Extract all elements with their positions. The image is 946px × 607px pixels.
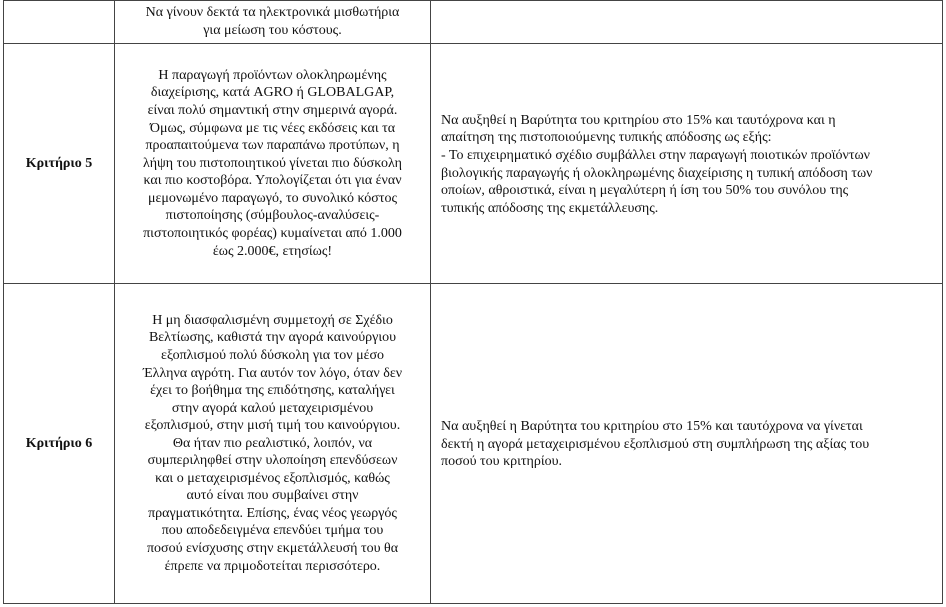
proposal-cell: [431, 1, 943, 44]
text-line: Θα ήταν πιο ρεαλιστικό, λοιπόν, να: [172, 435, 373, 451]
table-row: [4, 284, 943, 604]
text-line: πραγματικότητα. Επίσης, ένας νέος γεωργός: [148, 505, 397, 521]
text-line: και ο μεταχειρισμένος εξοπλισμός, καθώς: [155, 470, 390, 486]
text-line: αυτό είναι που συμβαίνει στην: [186, 488, 359, 504]
text-line: λήψη του πιστοποιητικού γίνεται πιο δύσκολη: [143, 155, 402, 171]
criterion-label: Κριτήριο 6: [25, 435, 93, 451]
comment-cell: [115, 284, 431, 604]
criteria-table: [3, 0, 943, 604]
criterion-label: Κριτήριο 5: [25, 155, 93, 171]
text-line: πιστοποιητικός φορέας) κυμαίνεται από 1.000: [143, 226, 402, 242]
text-line: Η παραγωγή προϊόντων ολοκληρωμένης: [158, 67, 387, 83]
comment-cell: [115, 1, 431, 44]
criterion-label-cell: [4, 284, 115, 604]
comment-cell: [115, 44, 431, 284]
comment-text: [115, 63, 430, 265]
text-line: ποσού ενίσχυσης στην εκμετάλλευσή του θα: [146, 541, 399, 556]
text-line: και πιο κοστοβόρα. Υπολογίζεται ότι για έναν: [143, 173, 402, 189]
text-line: Η μη διασφαλισμένη συμμετοχή σε Σχέδιο: [152, 312, 393, 328]
comment-text: [115, 308, 430, 579]
text-line: Έλληνα αγρότη. Για αυτόν τον λόγο, όταν δεν: [142, 365, 403, 381]
text-line: έπρεπε να πριμοδοτείται περισσότερο.: [164, 558, 381, 574]
table-row: [4, 44, 943, 284]
text-line: δεκτή η αγορά μεταχειρισμένου εξοπλισμού στη συμπλήρωση της αξίας του: [441, 436, 870, 452]
text-line: απαίτηση της πιστοποιούμενης τυπικής απόδοσης ως εξής:: [441, 130, 772, 146]
criterion-label-cell: [4, 44, 115, 284]
proposal-text: [431, 418, 942, 471]
text-line: έχει το βοήθημα της επιδότησης, καταλήγει: [150, 383, 395, 399]
table-row: [4, 1, 943, 44]
text-line: Να γίνουν δεκτά τα ηλεκτρονικά μισθωτήρια: [145, 5, 400, 21]
text-line: εξοπλισμού πολύ δύσκολη για τον μέσο: [160, 347, 385, 363]
text-line: διαχείρισης, κατά AGRO ή GLOBALGAP,: [150, 85, 395, 101]
text-line: ποσού του κριτηρίου.: [441, 454, 563, 470]
text-line: βιολογικής παραγωγής ή ολοκληρωμένης διαχείρισης η τυπική απόδοση των: [441, 165, 873, 181]
text-line: Να αυξηθεί η Βαρύτητα του κριτηρίου στο 15% και ταυτόχρονα να γίνεται: [441, 419, 863, 435]
text-line: - Το επιχειρηματικό σχέδιο συμβάλλει στην παραγωγή ποιοτικών προϊόντων: [441, 147, 871, 163]
proposal-cell: [431, 284, 943, 604]
text-line: Βελτίωσης, καθιστά την αγορά καινούργιου: [148, 330, 397, 346]
text-line: μεμονωμένο παραγωγό, το συνολικό κόστος: [148, 190, 397, 206]
text-line: Όμως, σύμφωνα με τις νέες εκδόσεις και τα: [149, 120, 396, 136]
text-line: τυπικής απόδοσης της εκμετάλλευσης.: [441, 200, 659, 216]
text-line: Να αυξηθεί η Βαρύτητα του κριτηρίου στο 15% και ταυτόχρονα και η: [441, 112, 836, 128]
text-line: προαπαιτούμενα των παραπάνω προτύπων, η: [145, 138, 400, 154]
text-line: οποίων, αθροιστικά, είναι η μεγαλύτερη ή ίση του 50% του συνόλου της: [441, 183, 849, 199]
proposal-cell: [431, 44, 943, 284]
text-line: εξοπλισμού, στην μισή τιμή του καινούργιου.: [144, 418, 401, 434]
comment-text: [115, 1, 430, 42]
proposal-text: [431, 112, 942, 218]
text-line: είναι πολύ σημαντική στην σημερινά αγορά.: [147, 102, 398, 118]
text-line: που αποδεδειγμένα επενδύει τμήμα του: [161, 523, 384, 539]
criterion-label-cell: [4, 1, 115, 44]
text-line: συμπεριληφθεί στην υλοποίηση επενδύσεων: [147, 453, 398, 469]
text-line: έως 2.000€, ετησίως!: [212, 243, 333, 259]
text-line: για μείωση του κόστους.: [203, 23, 342, 38]
text-line: πιστοποίησης (σύμβουλος-αναλύσεις-: [165, 208, 380, 224]
text-line: στην αγορά καλού μεταχειρισμένου: [171, 400, 374, 416]
